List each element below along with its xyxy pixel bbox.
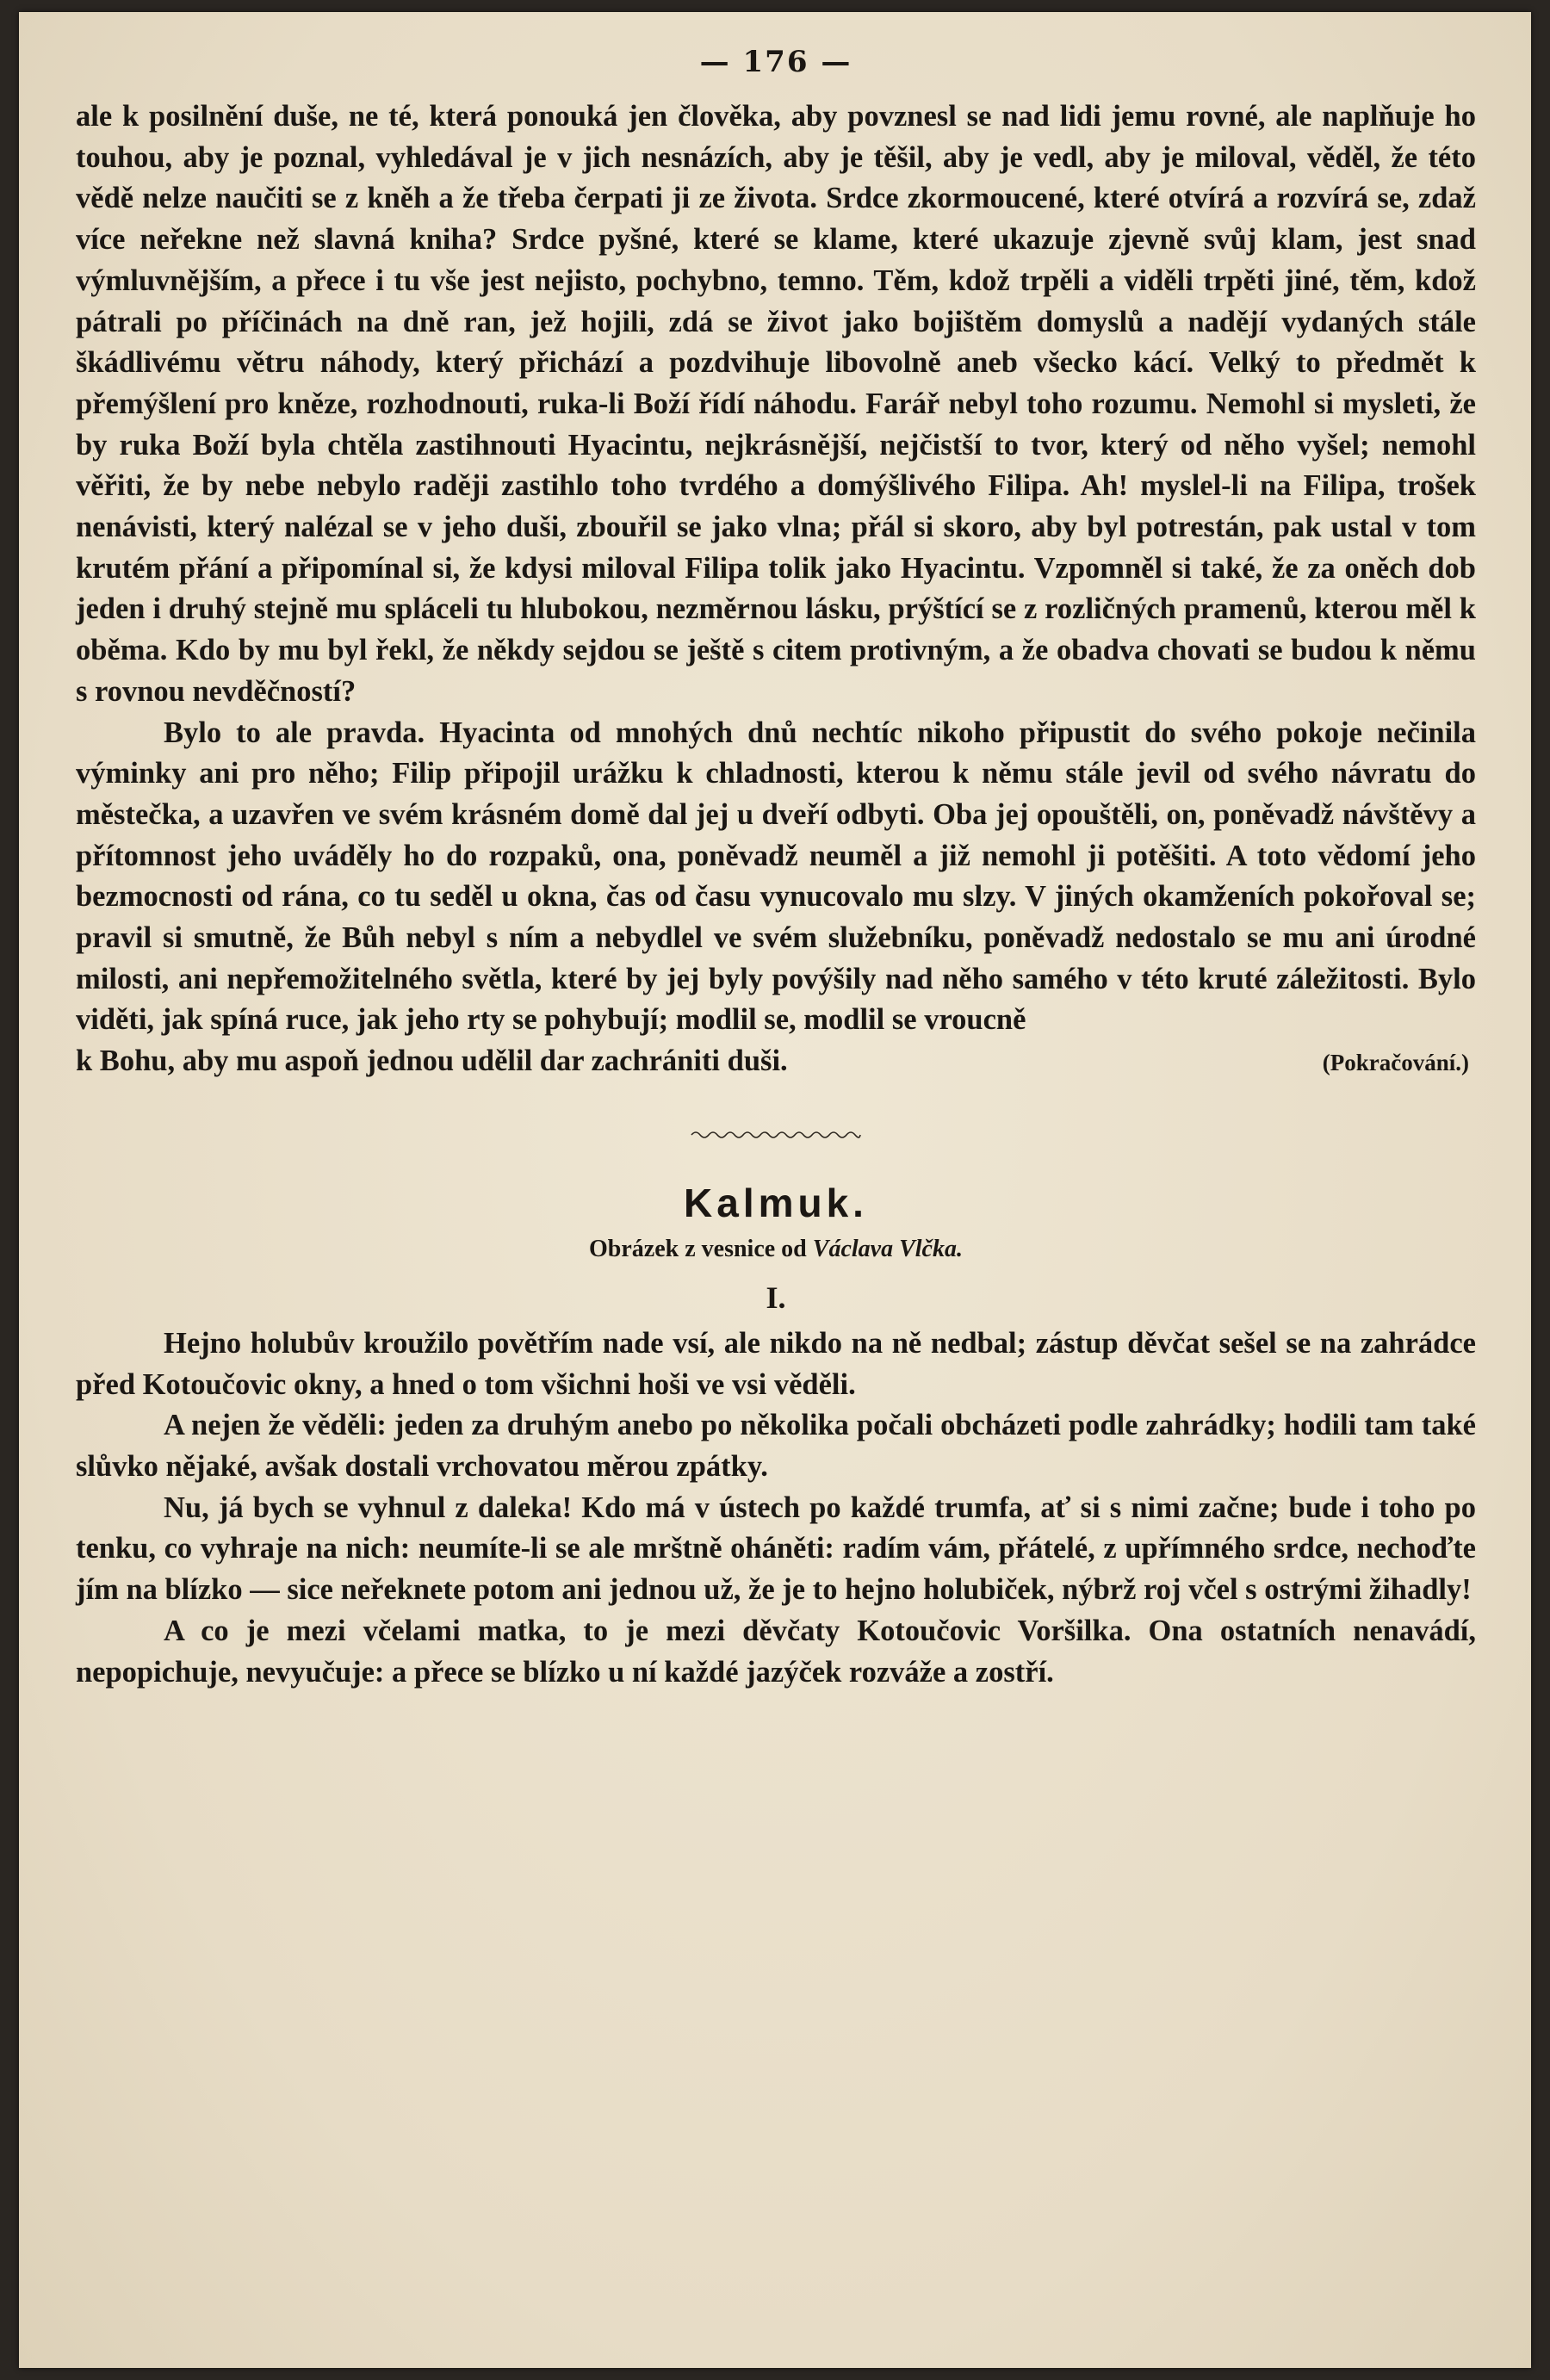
paragraph-2-last-line: k Bohu, aby mu aspoň jednou udělil dar zachrániti duši. (76, 1044, 788, 1078)
book-page (19, 12, 1531, 2368)
wavy-divider-ornament (690, 1127, 862, 1143)
paragraph-2-last-line-row (76, 1041, 1476, 1084)
story-paragraph: Hejno holubův kroužilo povětřím nade vsí, ale nikdo na ně nedbal; zástup děvčat sešel se na zahrádce před Kotoučovic okny, a hned o tom všichni hoši ve vsi věděli. (76, 1326, 1476, 1401)
story-subtitle (76, 1230, 1476, 1268)
subtitle-prefix: Obrázek z vesnice od (589, 1235, 813, 1262)
section-number: I. (766, 1280, 786, 1315)
body-text (76, 96, 1476, 1084)
story-text (76, 1323, 1476, 1693)
page-content (76, 28, 1476, 1693)
story-paragraph: Nu, já bych se vyhnul z daleka! Kdo má v ústech po každé trumfa, ať si s nimi začne; bude i toho po tenku, co vyhraje na nich: neumíte-li se ale mrštně oháněti: radím vám, přátelé, z upřímného srdce, nechoďte jím na blízko — sice neřeknete potom ani jednou už, že je to hejno holubiček, nýbrž roj včel s ostrými žihadly! (76, 1491, 1476, 1607)
paragraph-2: Bylo to ale pravda. Hyacinta od mnohých dnů nechtíc nikoho připustit do svého pokoje nečinila výminky ani pro něho; Filip připojil urážku k chladnosti, kterou k němu stále jevil od svého návratu do městečka, a uzavřen ve svém krásném domě dal jej u dveří odbyti. Oba jej opouštěli, on, poněvadž návštěvy a přítomnost jeho uváděly ho do rozpaků, ona, poněvadž neuměl a již nemohl ji potěšiti. A toto vědomí jeho bezmocnosti od rána, co tu seděl u okna, čas od času vynucovalo mu slzy. V jiných okamženích pokořoval se; pravil si smutně, že Bůh nebyl s ním a nebydlel ve svém služebníku, poněvadž nedostalo se mu ani úrodné milosti, ani nepřemožitelného světla, které by jej byly povýšily nad něho samého v této kruté záležitosti. Bylo viděti, jak spíná ruce, jak jeho rty se pohybují; modlil se, modlil se vroucně (76, 716, 1476, 1037)
story-paragraph: A co je mezi včelami matka, to je mezi děvčaty Kotoučovic Voršilka. Ona ostatních nenavádí, nepopichuje, nevyučuje: a přece se blízko u ní každé jazýček rozváže a zostří. (76, 1614, 1476, 1689)
continued-paragraph: ale k posilnění duše, ne té, která ponouká jen člověka, aby povznesl se nad lidi jemu rovné, ale naplňuje ho touhou, aby je poznal, vyhledával je v jich nesnázích, aby je těšil, aby je vedl, aby je miloval, věděl, že této vědě nelze naučiti se z kněh a že třeba čerpati ji ze života. Srdce zkormoucené, které otvírá a rozvírá se, zdaž více neřekne než slavná kniha? Srdce pyšné, které se klame, které ukazuje zjevně svůj klam, jest snad výmluvnějším, a přece i tu vše jest nejisto, pochybno, temno. Těm, kdož trpěli a viděli trpěti jiné, těm, kdož pátrali po příčinách na dně ran, jež hojili, zdá se život jako bojištěm domyslů a nadějí vydaných stále škádlivému větru náhody, který přichází a pozdvihuje libovolně aneb všecko kácí. Velký to předmět k přemýšlení pro kněze, rozhodnouti, ruka-li Boží řídí náhodu. Farář nebyl toho rozumu. Nemohl si mysleti, že by ruka Boží byla chtěla zastihnouti Hyacintu, nejkrásnější, nejčistší to tvor, který od něho vyšel; nemohl věřiti, že by nebe nebylo raději zastihlo toho tvrdého a domýšlivého Filipa. Ah! myslel-li na Filipa, trošek nenávisti, který nalézal se v jeho duši, zbouřil se jako vlna; přál si skoro, aby byl potrestán, pak ustal v tom krutém přání a připomínal si, že kdysi miloval Filipa tolik jako Hyacintu. Vzpomněl si také, že za oněch dob jeden i druhý stejně mu spláceli tu hlubokou, nezměrnou lásku, prýštící se z rozličných pramenů, kterou měl k oběma. Kdo by mu byl řekl, že někdy sejdou se ještě s citem protivným, a že obadva chovati se budou k němu s rovnou nevděčností? (76, 100, 1476, 708)
story-title: Kalmuk. (684, 1180, 868, 1225)
story-paragraph: A nejen že věděli: jeden za druhým anebo po několika počali obcházeti podle zahrádky; hodili tam také slůvko nějaké, avšak dostali vrchovatou měrou zpátky. (76, 1409, 1476, 1483)
continuation-note: (Pokračování.) (1322, 1050, 1469, 1076)
subtitle-author: Václava Vlčka. (812, 1235, 963, 1262)
page-number: — 176 — (699, 45, 852, 79)
